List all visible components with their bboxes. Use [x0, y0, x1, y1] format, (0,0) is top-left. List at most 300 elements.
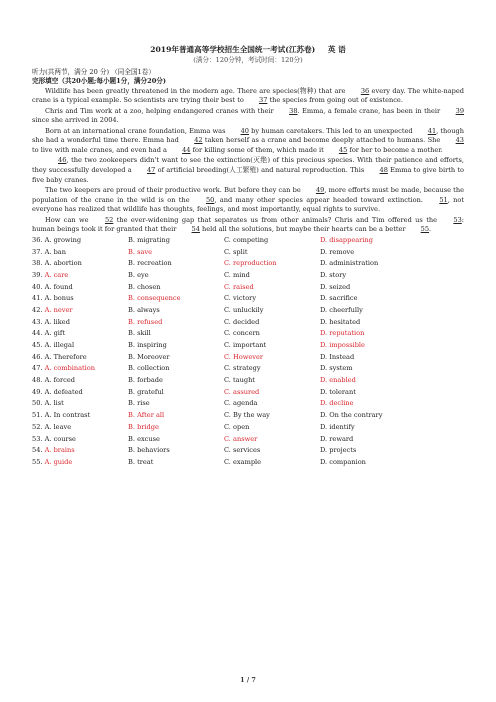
option-cell [320, 318, 464, 330]
option-cell [320, 376, 464, 388]
passage-text: taken herself as a crane and become deeply attached to humans. She [202, 136, 443, 145]
option [224, 271, 250, 279]
option-cell [128, 236, 224, 248]
passage-text: the ever-widening gap that separates us from other animals? Chris and Tim offered us the [113, 215, 441, 224]
option-text: services [233, 446, 261, 455]
question-number: 39. [32, 270, 43, 279]
passage-text: Born at an international crane foundation, Emma was [45, 126, 228, 135]
option-text: gift [53, 329, 65, 338]
option [224, 248, 248, 256]
option-letter: D. [320, 376, 328, 385]
option-cell [128, 271, 224, 283]
option [320, 259, 378, 267]
passage-text: : human beings took it for granted that their [32, 215, 464, 234]
passage-paragraph [32, 216, 464, 235]
passage-paragraph [32, 87, 464, 106]
option [320, 306, 363, 314]
option-letter: C. [224, 422, 231, 431]
option-letter: D. [320, 317, 328, 326]
option-letter: D. [320, 305, 328, 314]
correct-option [320, 399, 353, 407]
section-title: 完形填空（共20小题;每小题1分，满分20分) [32, 77, 166, 86]
option [224, 376, 255, 384]
option-cell [32, 364, 128, 376]
passage-text: by human caretakers. This led to an unexpected [248, 126, 415, 135]
option-text: strategy [233, 364, 261, 373]
option [224, 411, 270, 419]
option-cell [32, 399, 128, 411]
option-cell [224, 283, 320, 295]
question-number: 53. [32, 434, 43, 443]
blank-number: 42 [194, 136, 203, 145]
option-text: reputation [329, 329, 365, 338]
passage-text: . Emma, a female crane, has been in their [297, 106, 443, 115]
option-cell [32, 306, 128, 318]
option-letter: B. [128, 270, 135, 279]
blank-number: 45 [338, 145, 348, 154]
option [224, 306, 264, 314]
option-letter: D. [320, 259, 328, 268]
option-cell [224, 446, 320, 458]
option-cell [32, 329, 128, 341]
blank-number: 51 [439, 195, 448, 204]
option-text: victory [233, 294, 257, 303]
option-text: forbade [137, 376, 163, 385]
option-text: grateful [137, 387, 164, 396]
option-letter: B. [128, 364, 135, 373]
correct-option [45, 271, 69, 279]
option-cell [32, 423, 128, 435]
correct-option [320, 329, 364, 337]
passage-text: held all the solutions, but maybe their hearts can be a better [199, 225, 408, 234]
option-letter: C. [224, 341, 231, 350]
option-text: tolerant [329, 387, 356, 396]
option-text: bonus [53, 294, 74, 303]
question-number: 37. [32, 247, 43, 256]
option [128, 259, 172, 267]
option-cell [320, 259, 464, 271]
option-text: illegal [53, 341, 75, 350]
question-number: 51. [32, 411, 43, 420]
option-cell [224, 435, 320, 447]
option-text: competing [233, 235, 269, 244]
option-text: disappearing [329, 235, 373, 244]
option [320, 318, 360, 326]
option-letter: D. [320, 364, 328, 373]
passage-text: How can we [45, 215, 92, 224]
option-text: impossible [329, 341, 365, 350]
option-cell [128, 376, 224, 388]
option [320, 353, 354, 361]
option-cell [224, 376, 320, 388]
option [45, 283, 73, 291]
correct-option [45, 306, 73, 314]
option-text: open [233, 422, 250, 431]
option [224, 446, 260, 454]
option [224, 458, 261, 466]
option-text: decided [233, 317, 260, 326]
question-row [32, 329, 464, 341]
question-row [32, 318, 464, 330]
option-text: chosen [137, 282, 161, 291]
option-cell [224, 259, 320, 271]
passage-text: since she arrived in 2004. [32, 116, 119, 125]
option [320, 271, 346, 279]
option-letter: A. [44, 411, 52, 420]
option-cell [224, 458, 320, 470]
option-cell [224, 236, 320, 248]
passage-paragraph [32, 186, 464, 215]
option-text: taught [233, 376, 255, 385]
option-letter: A. [44, 247, 52, 256]
option-letter: C. [224, 446, 231, 455]
option-letter: A. [44, 282, 52, 291]
option-cell [128, 294, 224, 306]
correct-option [45, 364, 95, 372]
option-text: list [53, 399, 64, 408]
listening-line: 听力(共两节，满分 20 分) （同全国1卷） [32, 67, 155, 76]
option-letter: A. [44, 341, 52, 350]
option-letter: B. [128, 247, 135, 256]
option-cell [128, 364, 224, 376]
option-letter: C. [224, 247, 231, 256]
passage-text: for killing some of them, which made it [190, 145, 326, 154]
option-text: assured [233, 387, 260, 396]
option-letter: A. [44, 235, 52, 244]
option-letter: B. [128, 317, 135, 326]
option-text: remove [329, 247, 355, 256]
passage-text: for her to become a mother. [347, 145, 443, 154]
option [45, 423, 72, 431]
option [224, 399, 257, 407]
option-text: sacrifice [329, 294, 358, 303]
option [45, 388, 83, 396]
option-text: migrating [137, 235, 170, 244]
option [45, 376, 75, 384]
option-cell [320, 388, 464, 400]
correct-option [128, 411, 164, 419]
correct-option [224, 353, 263, 361]
correct-option [320, 236, 373, 244]
option-text: treat [137, 457, 154, 466]
option-letter: A. [44, 259, 52, 268]
exam-title [32, 44, 464, 55]
option-text: inspiring [137, 341, 167, 350]
option-text: mind [233, 270, 250, 279]
option-cell [128, 283, 224, 295]
option-letter: C. [224, 457, 231, 466]
option-cell [128, 353, 224, 365]
option-text: refused [137, 317, 163, 326]
option-cell [224, 388, 320, 400]
option-letter: D. [320, 352, 328, 361]
option-text: Instead [329, 352, 355, 361]
option [128, 341, 167, 349]
correct-option [128, 248, 152, 256]
question-number: 38. [32, 259, 43, 268]
passage-text: The two keepers are proud of their productive work. But before they can be [45, 186, 303, 195]
option-cell [224, 318, 320, 330]
option-text: always [137, 305, 160, 314]
option-letter: A. [44, 387, 52, 396]
option-cell [224, 399, 320, 411]
blank-number: 50 [205, 195, 215, 204]
option-text: defeated [53, 387, 83, 396]
option [45, 435, 76, 443]
option-text: cheerfully [329, 305, 363, 314]
option-cell [224, 329, 320, 341]
passage-text: , and many other species appear headed toward extinction. [214, 195, 427, 204]
option-letter: C. [224, 305, 231, 314]
option-text: never [53, 305, 73, 314]
option [224, 294, 256, 302]
option [45, 399, 64, 407]
option-text: care [53, 270, 69, 279]
correct-option [128, 318, 162, 326]
question-row [32, 259, 464, 271]
option-text: In contrast [53, 411, 91, 420]
question-row [32, 423, 464, 435]
blank-number: 38 [289, 106, 298, 115]
option-letter: C. [224, 270, 231, 279]
blank-number: 49 [315, 186, 325, 195]
option-text: After all [137, 411, 165, 420]
option [320, 446, 356, 454]
blank-number: 47 [146, 166, 156, 175]
option-cell [32, 294, 128, 306]
option-letter: D. [320, 434, 328, 443]
option-letter: A. [44, 270, 52, 279]
option-text: agenda [233, 399, 258, 408]
question-number: 49. [32, 387, 43, 396]
blank-number: 55 [420, 225, 430, 234]
option-letter: D. [320, 282, 328, 291]
option-letter: D. [320, 387, 328, 396]
option [320, 294, 358, 302]
option-letter: C. [224, 259, 231, 268]
option-letter: B. [128, 341, 135, 350]
option-text: guide [53, 457, 73, 466]
question-row [32, 458, 464, 470]
option-cell [128, 318, 224, 330]
option [320, 423, 355, 431]
option-cell [32, 271, 128, 283]
option-letter: B. [128, 329, 135, 338]
option-text: growing [53, 235, 82, 244]
option-letter: D. [320, 329, 328, 338]
option-cell [32, 283, 128, 295]
option [45, 353, 87, 361]
option-cell [224, 364, 320, 376]
option-text: Moreover [137, 352, 170, 361]
option-cell [32, 353, 128, 365]
blank-number: 43 [455, 136, 464, 145]
option-letter: C. [224, 364, 231, 373]
passage-paragraph [32, 156, 464, 185]
blank-number: 40 [240, 126, 249, 135]
passage-text: every day. The white-naped crane is a typical example. So scientists are trying their best to [32, 86, 464, 105]
option-cell [128, 423, 224, 435]
exam-page [32, 44, 464, 470]
option [128, 306, 160, 314]
option-cell [320, 458, 464, 470]
passage-text: , more efforts must be made, because the population of the crane in the wild is on the [32, 186, 464, 204]
blank-number: 54 [191, 225, 200, 234]
option-cell [32, 236, 128, 248]
blank-number: 37 [259, 96, 268, 105]
option-cell [128, 341, 224, 353]
option-cell [128, 446, 224, 458]
option-cell [32, 458, 128, 470]
option-cell [128, 458, 224, 470]
option-cell [320, 306, 464, 318]
option-letter: B. [128, 305, 135, 314]
option-letter: A. [44, 364, 52, 373]
passage-text: the species from going out of existence. [267, 96, 403, 105]
option-letter: B. [128, 434, 135, 443]
option-text: reproduction [233, 259, 277, 268]
passage-paragraph [32, 107, 464, 126]
option-letter: D. [320, 270, 328, 279]
option-text: brains [53, 446, 75, 455]
option-cell [320, 271, 464, 283]
option-text: reward [329, 434, 354, 443]
question-row [32, 283, 464, 295]
question-row [32, 341, 464, 353]
option-text: projects [329, 446, 357, 455]
option-text: combination [53, 364, 95, 373]
cloze-passage [32, 87, 464, 235]
option [128, 353, 170, 361]
question-row [32, 248, 464, 260]
option-cell [128, 411, 224, 423]
option-text: split [233, 247, 248, 256]
option [320, 388, 356, 396]
passage-text: , though she had a wonderful time there. Emma had [32, 126, 464, 145]
question-row [32, 399, 464, 411]
correct-option [224, 435, 257, 443]
option-letter: C. [224, 376, 231, 385]
option-cell [32, 435, 128, 447]
option [45, 411, 91, 419]
option-cell [320, 446, 464, 458]
correct-option [224, 259, 277, 267]
option-cell [128, 399, 224, 411]
option-cell [32, 259, 128, 271]
option-cell [224, 294, 320, 306]
option-cell [224, 353, 320, 365]
option-cell [224, 248, 320, 260]
option-cell [32, 341, 128, 353]
option-cell [320, 423, 464, 435]
option-cell [128, 388, 224, 400]
option-text: Therefore [53, 352, 87, 361]
question-number: 47. [32, 364, 43, 373]
option [320, 435, 353, 443]
option [128, 458, 153, 466]
option-letter: B. [128, 235, 135, 244]
option-letter: C. [224, 235, 231, 244]
blank-number: 46 [58, 156, 67, 165]
option-text: decline [329, 399, 354, 408]
option-letter: A. [44, 457, 52, 466]
option [224, 318, 259, 326]
option-cell [128, 259, 224, 271]
option-letter: D. [320, 341, 328, 350]
option-letter: B. [128, 446, 135, 455]
option-letter: D. [320, 457, 328, 466]
option-letter: D. [320, 235, 328, 244]
correct-option [224, 283, 254, 291]
option-letter: B. [128, 282, 135, 291]
options-table [32, 236, 464, 470]
option-letter: B. [128, 399, 135, 408]
question-row [32, 446, 464, 458]
blank-number: 44 [182, 145, 191, 154]
option-cell [320, 411, 464, 423]
option-letter: D. [320, 294, 328, 303]
option-letter: A. [44, 422, 52, 431]
option-letter: B. [128, 376, 135, 385]
option-text: collection [137, 364, 170, 373]
passage-text: Wildlife has been greatly threatened in the modern age. There are species(物种) that are [45, 86, 348, 95]
option-cell [320, 364, 464, 376]
question-number: 50. [32, 399, 43, 408]
question-number: 52. [32, 422, 43, 431]
option [224, 341, 266, 349]
option-cell [128, 248, 224, 260]
exam-title-text: 2019年普通高等学校招生全国统一考试(江苏卷) [150, 45, 316, 54]
option [320, 364, 353, 372]
option-letter: B. [128, 422, 135, 431]
option-cell [128, 435, 224, 447]
option [128, 435, 160, 443]
option-text: However [233, 352, 264, 361]
option-text: story [329, 270, 347, 279]
option-cell [224, 306, 320, 318]
correct-option [45, 458, 73, 466]
question-number: 55. [32, 457, 43, 466]
option [224, 364, 261, 372]
option-letter: C. [224, 329, 231, 338]
blank-number: 39 [455, 106, 465, 115]
question-number: 45. [32, 341, 43, 350]
option-letter: A. [44, 317, 52, 326]
option [45, 341, 74, 349]
option [320, 411, 382, 419]
option-cell [32, 376, 128, 388]
question-row [32, 353, 464, 365]
option-text: found [53, 282, 73, 291]
option-cell [224, 411, 320, 423]
question-row [32, 435, 464, 447]
option-letter: A. [44, 329, 52, 338]
option [128, 329, 151, 337]
option-letter: A. [44, 399, 52, 408]
option-letter: B. [128, 411, 135, 420]
option-text: unluckily [233, 305, 264, 314]
passage-text: . [429, 225, 432, 234]
option-text: rise [137, 399, 150, 408]
passage-text: Emma to give birth to five baby cranes. [32, 166, 464, 184]
option-text: skill [137, 329, 151, 338]
option-letter: B. [128, 294, 135, 303]
option-letter: C. [224, 399, 231, 408]
option [224, 236, 268, 244]
question-row [32, 271, 464, 283]
option-text: seized [329, 282, 351, 291]
option-letter: D. [320, 422, 328, 431]
